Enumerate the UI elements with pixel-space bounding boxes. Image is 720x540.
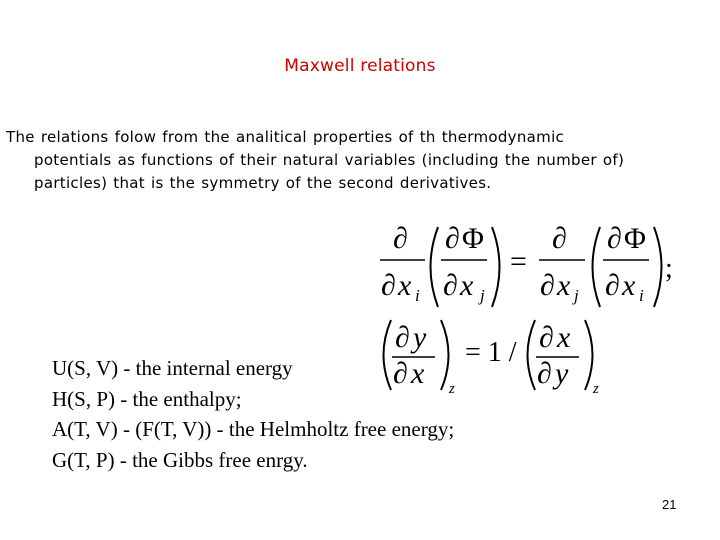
eq1-partial-top-3: ∂	[552, 222, 567, 255]
paragraph-line-3: particles) that is the symmetry of the second derivatives.	[34, 174, 492, 192]
eq2-x-2: x	[557, 321, 571, 354]
eq1-partial-top-4: ∂	[607, 222, 622, 255]
eq1-sub-i-1: i	[415, 286, 420, 305]
eq1-sub-j-1: j	[480, 286, 485, 305]
eq2-left-paren-2	[528, 320, 536, 390]
potentials-list	[52, 353, 454, 475]
equation-1	[380, 222, 673, 307]
eq1-partial-top-2: ∂	[445, 222, 460, 255]
eq1-partial-bottom-3: ∂	[540, 269, 555, 302]
page-number: 21	[662, 497, 677, 512]
intro-paragraph	[6, 126, 696, 195]
potential-gibbs: G(T, P) - the Gibbs free enrgy.	[52, 447, 308, 472]
eq2-sub-z-1: z	[449, 381, 455, 397]
paragraph-line-1: The relations folow from the analitical properties of th thermodynamic	[6, 128, 565, 146]
eq1-left-paren-2	[593, 227, 601, 307]
eq1-right-paren-1	[492, 227, 500, 307]
slide-title: Maxwell relations	[284, 56, 436, 76]
eq2-partial-top-2: ∂	[539, 321, 554, 354]
paragraph-line-2: potentials as functions of their natural variables (including the number of)	[34, 151, 625, 169]
eq1-partial-bottom-4: ∂	[605, 269, 620, 302]
eq2-sub-z-2: z	[593, 381, 599, 397]
eq1-x-1: x	[398, 269, 412, 302]
eq1-x-4: x	[622, 269, 636, 302]
potential-internal-energy: U(S, V) - the internal energy	[52, 356, 293, 380]
eq1-partial-bottom-1: ∂	[381, 269, 396, 302]
potential-enthalpy: H(S, P) - the enthalpy;	[52, 386, 242, 411]
eq1-partial-bottom-2: ∂	[443, 269, 458, 302]
eq2-y-1: y	[413, 321, 427, 354]
eq1-phi-1: Φ	[462, 222, 484, 255]
eq1-right-paren-2	[654, 227, 662, 307]
eq1-x-3: x	[557, 269, 571, 302]
eq2-partial-bottom-1: ∂	[393, 357, 408, 390]
eq1-sub-i-2: i	[639, 286, 644, 305]
eq2-rhs: = 1 /	[465, 337, 517, 368]
potential-helmholtz: A(T, V) - (F(T, V)) - the Helmholtz free energy;	[52, 417, 455, 441]
eq1-left-paren-1	[431, 227, 439, 307]
eq2-right-paren-2	[585, 320, 593, 390]
eq1-partial-top-1: ∂	[393, 222, 408, 255]
eq2-x-1: x	[411, 357, 425, 390]
eq1-sub-j-2: j	[574, 286, 579, 305]
eq2-partial-top-1: ∂	[395, 321, 410, 354]
eq1-equals: =	[510, 245, 527, 278]
eq2-partial-bottom-2: ∂	[537, 357, 552, 390]
eq1-x-2: x	[460, 269, 474, 302]
eq1-semicolon: ;	[665, 253, 673, 284]
eq2-y-2: y	[555, 357, 569, 390]
eq1-phi-2: Φ	[624, 222, 646, 255]
